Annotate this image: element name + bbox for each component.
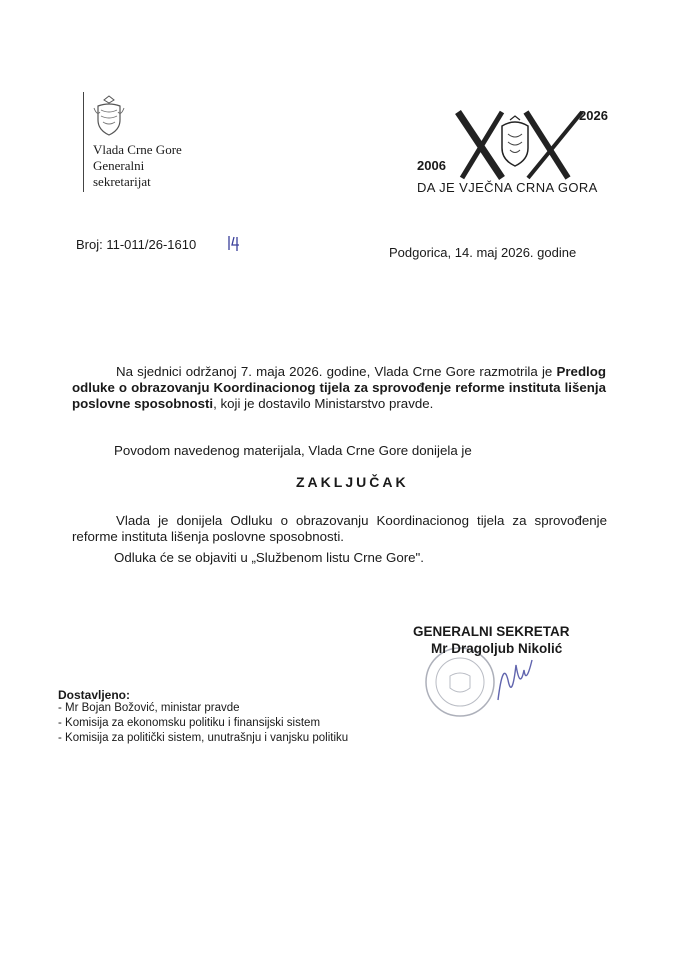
paragraph-decision <box>72 513 607 545</box>
org-line-3: sekretarijat <box>93 174 151 189</box>
paragraph-intro: Povodom navedenog materijala, Vlada Crne Gore donijela je <box>114 443 472 458</box>
signature-name: Mr Dragoljub Nikolić <box>431 641 563 656</box>
handwritten-mark-icon <box>226 233 246 253</box>
reference-number: Broj: 11-011/26-1610 <box>76 237 197 252</box>
header-divider <box>83 92 84 192</box>
logo-year-right: 2026 <box>579 108 608 123</box>
list-item: - Komisija za ekonomsku politiku i finansijski sistem <box>58 717 321 729</box>
document-title: ZAKLJUČAK <box>296 474 409 490</box>
government-name <box>93 142 182 190</box>
paragraph-publication: Odluka će se objaviti u „Službenom listu Crne Gore". <box>114 550 424 565</box>
org-line-1: Vlada Crne Gore <box>93 142 182 157</box>
list-item: - Mr Bojan Božović, ministar pravde <box>58 702 240 714</box>
org-line-2: Generalni <box>93 158 145 173</box>
p1-text-a: Na sjednici održanoj 7. maja 2026. godine, Vlada Crne Gore razmotrila je <box>116 364 557 379</box>
distribution-list <box>58 701 348 746</box>
p1-text-bold: Predlog odluke o obrazovanju Koordinacionog tijela za sprovođenje reforme instituta lišenja poslovne sposobnosti <box>72 364 606 411</box>
coat-of-arms-icon <box>92 94 126 138</box>
logo-year-left: 2006 <box>417 158 446 173</box>
distribution-label: Dostavljeno: <box>58 688 131 702</box>
p1-text-b: , koji je dostavilo Ministarstvo pravde. <box>213 396 434 411</box>
logo-slogan: DA JE VJEČNA CRNA GORA <box>417 180 598 195</box>
paragraph-session <box>72 364 606 412</box>
list-item: - Komisija za politički sistem, unutrašnju i vanjsku politiku <box>58 732 349 744</box>
place-date: Podgorica, 14. maj 2026. godine <box>389 245 577 260</box>
signature-title: GENERALNI SEKRETAR <box>413 624 570 639</box>
p3-text: Vlada je donijela Odluku o obrazovanju Koordinacionog tijela za sprovođenje reforme instituta lišenja poslovne sposobnosti. <box>72 513 607 544</box>
